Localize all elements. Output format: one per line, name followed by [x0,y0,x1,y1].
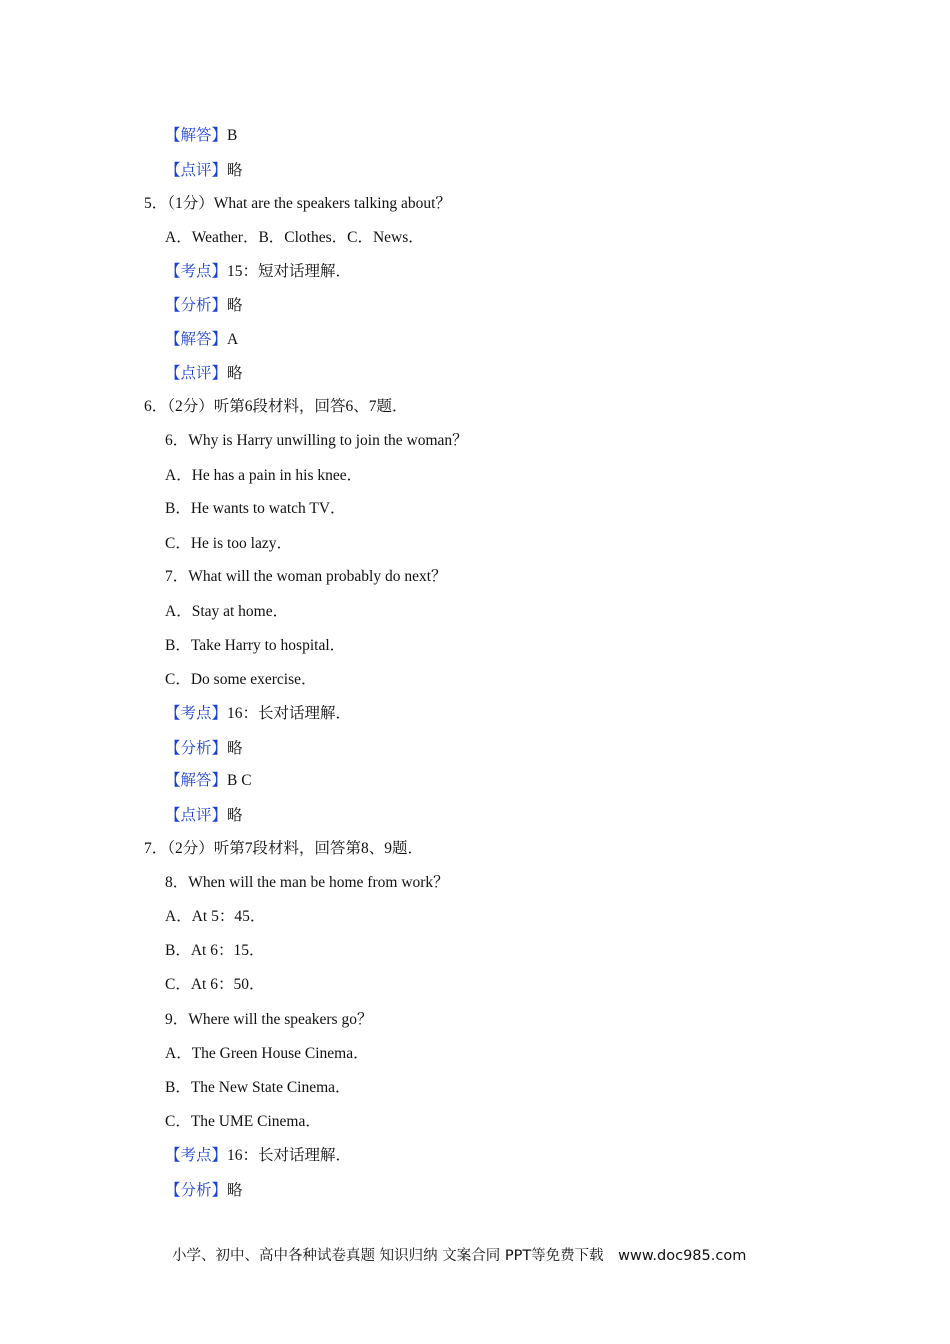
section-tag: 【解答】 [165,331,228,348]
line-text: 略 [227,740,243,757]
section-tag: 【解答】 [165,127,228,144]
line-text: 7．（2分）听第7段材料，回答第8、9题． [144,840,424,857]
line-text: A．Stay at home． [165,603,289,620]
line-text: 略 [227,297,243,314]
line-text: C．Do some exercise． [165,671,317,688]
option-line [165,466,362,486]
sub-question [165,1010,372,1030]
line-text: A．At 5：45． [165,908,266,925]
line-text: A．The Green House Cinema． [165,1045,369,1062]
sub-question [165,567,447,587]
option-line [165,602,288,622]
question-heading [144,194,451,214]
section-tag: 【点评】 [165,365,228,382]
section-tag: 【分析】 [165,740,228,757]
section-tag: 【分析】 [165,1182,228,1199]
sub-question [165,873,449,893]
line-text: 16：长对话理解． [227,1147,352,1164]
page-footer: 小学、初中、高中各种试卷真题 知识归纳 文案合同 PPT等免费下载 www.doc985.com [172,1248,747,1264]
option-line [165,1078,351,1098]
line-text: C．He is too lazy． [165,535,292,552]
line-text: B C [227,772,252,789]
line-text: 6．（2分）听第6段材料，回答6、7题． [144,398,408,415]
option-line [165,1112,321,1132]
section-tag: 【考点】 [165,1147,228,1164]
option-line [165,1044,369,1064]
answer-line [165,330,238,350]
line-text: A．Weather．B．Clothes．C．News． [165,229,424,246]
line-text: 略 [227,162,243,179]
section-tag: 【考点】 [165,263,228,280]
option-line [165,499,346,519]
line-text: 略 [227,365,243,382]
comment-line [165,806,243,826]
analysis-line [165,1181,243,1201]
sub-question [165,431,468,451]
line-text: B．He wants to watch TV． [165,500,346,517]
line-text: A [227,331,239,348]
point-line [165,1146,351,1166]
line-text: 16：长对话理解． [227,705,352,722]
option-line [165,975,264,995]
line-text: 略 [227,807,243,824]
line-text: B．Take Harry to hospital． [165,637,346,654]
option-line [165,228,424,248]
line-text: 7．What will the woman probably do next？ [165,568,447,585]
comment-line [165,364,243,384]
point-line [165,704,351,724]
point-line [165,262,351,282]
question-heading [144,839,423,859]
line-text: 8．When will the man be home from work？ [165,874,449,891]
option-line [165,670,317,690]
section-tag: 【分析】 [165,297,228,314]
line-text: C．At 6：50． [165,976,265,993]
option-line [165,636,345,656]
line-text: 6．Why is Harry unwilling to join the woman？ [165,432,468,449]
line-text: B．The New State Cinema． [165,1079,351,1096]
line-text: A．He has a pain in his knee． [165,467,363,484]
section-tag: 【解答】 [165,772,228,789]
line-text: 5．（1分）What are the speakers talking about？ [144,195,451,212]
line-text: 9．Where will the speakers go？ [165,1011,373,1028]
section-tag: 【考点】 [165,705,228,722]
question-heading [144,397,408,417]
option-line [165,534,292,554]
line-text: B [227,127,238,144]
line-text: B．At 6：15． [165,942,265,959]
comment-line [165,161,243,181]
option-line [165,941,264,961]
option-line [165,907,265,927]
section-tag: 【点评】 [165,807,228,824]
section-tag: 【点评】 [165,162,228,179]
line-text: 15：短对话理解． [227,263,352,280]
line-text: C．The UME Cinema． [165,1113,321,1130]
answer-line [165,126,237,146]
line-text: 略 [227,1182,243,1199]
analysis-line [165,296,243,316]
analysis-line [165,739,243,759]
answer-line [165,771,252,791]
